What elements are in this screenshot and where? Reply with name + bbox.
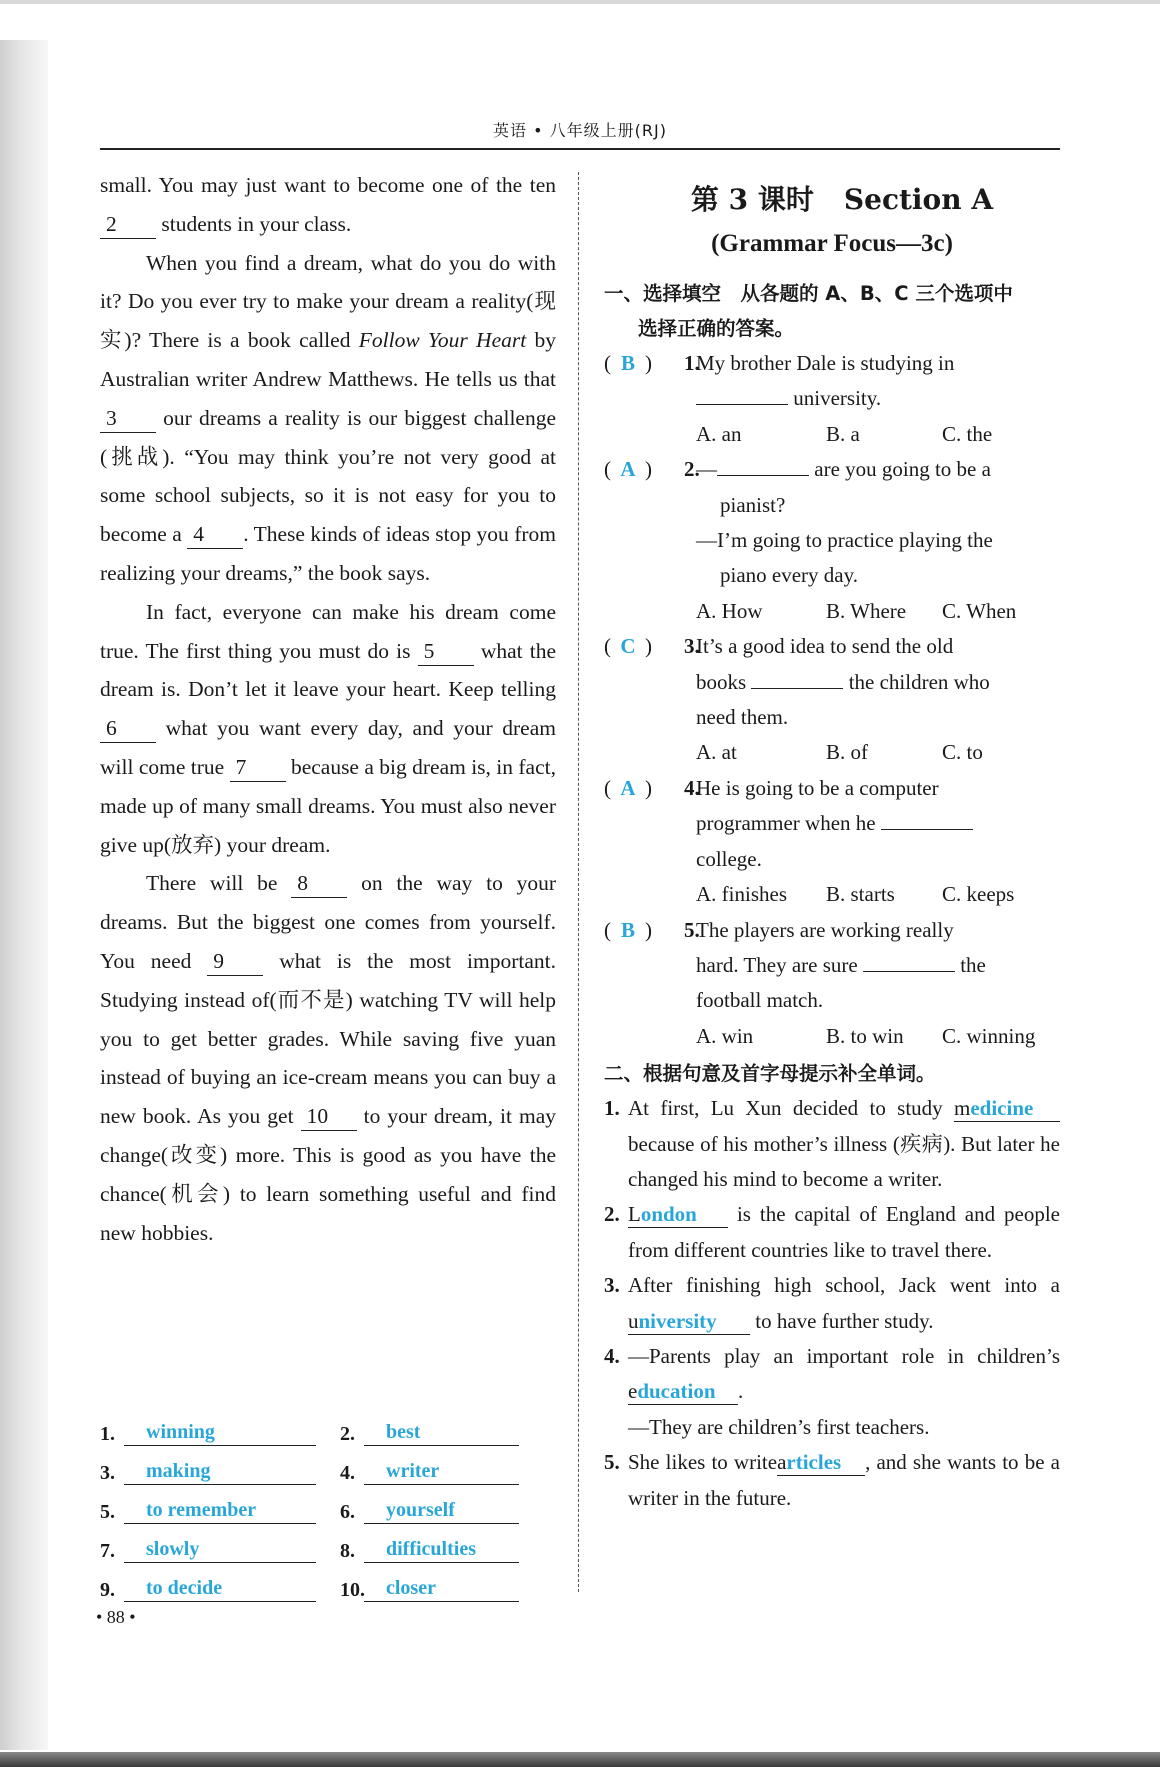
option-b: B. to win — [826, 1023, 904, 1048]
answer-text: best — [364, 1419, 519, 1446]
question-text: hard. They are sure the — [696, 948, 1060, 983]
mc-question-5 — [604, 913, 1060, 1055]
passage-text: small. You may just want to become one of the ten — [100, 173, 556, 197]
answer-item — [340, 1497, 519, 1524]
passage-paragraph-2 — [100, 244, 556, 593]
option-a: A. at — [696, 740, 737, 765]
blank-9: 9 — [207, 947, 263, 976]
question-number: 4. — [604, 1343, 620, 1368]
question-text: London is the capital of England and people from different countries like to travel there. — [628, 1202, 1061, 1262]
question-number: 5. — [684, 917, 700, 942]
passage-paragraph-4 — [100, 864, 556, 1252]
answer-key — [100, 1407, 540, 1602]
option-b: B. of — [826, 740, 868, 765]
mc-question-4 — [604, 771, 1060, 913]
passage-text: There will be — [146, 871, 278, 896]
mc-answer: B — [620, 917, 635, 942]
question-number: 5. — [604, 1450, 620, 1475]
fill-answer: university — [628, 1308, 750, 1335]
passage-text: When you find a dream, what do you do with it? Do you ever try to make your dream a reality(现实)? There is a book called — [100, 250, 556, 353]
answer-number: 2. — [340, 1423, 355, 1445]
question-text: need them. — [696, 705, 789, 730]
question-number: 4. — [684, 775, 700, 800]
mc-answer: A — [620, 457, 636, 482]
answer-item — [340, 1575, 519, 1602]
passage-text: . These kinds of ideas stop you from realizing your dreams,” the book says. — [100, 522, 556, 585]
question-text: After finishing high school, Jack went into a university to have further study. — [628, 1273, 1060, 1333]
question-text: university. — [696, 381, 1060, 416]
fill-question-2 — [604, 1197, 1060, 1268]
option-b: B. a — [826, 421, 860, 446]
answer-number: 9. — [100, 1579, 115, 1601]
fill-answer: education — [628, 1378, 738, 1405]
answer-text: writer — [364, 1458, 519, 1485]
mc-question-2 — [604, 452, 1060, 629]
fill-answer: London — [628, 1201, 728, 1228]
question-text: He is going to be a computer — [696, 775, 939, 800]
answer-row — [100, 1485, 540, 1524]
passage-paragraph-1 — [100, 166, 556, 244]
blank-5: 5 — [418, 637, 474, 666]
options — [696, 1019, 1060, 1054]
blank-8: 8 — [291, 869, 347, 898]
question-text: The players are working really — [696, 917, 954, 942]
answer-number: 8. — [340, 1540, 355, 1562]
question-number: 2. — [684, 457, 700, 482]
answer-item — [100, 1536, 340, 1563]
question-text: football match. — [696, 988, 824, 1013]
question-text: My brother Dale is studying in — [696, 351, 955, 375]
answer-number: 7. — [100, 1540, 115, 1562]
question-text: At first, Lu Xun decided to study medicine because of his mother’s illness (疾病). But later he changed his mind to become a writer. — [628, 1096, 1060, 1191]
mc-question-1 — [604, 346, 1060, 452]
answer-item — [100, 1419, 340, 1446]
answer-item — [100, 1458, 340, 1485]
question-text: —I’m going to practice playing the — [696, 528, 993, 553]
answer-number: 1. — [100, 1423, 115, 1445]
column-divider — [578, 172, 579, 1592]
answer-blank — [881, 808, 973, 830]
answer-text: yourself — [364, 1497, 519, 1524]
passage-text: what the dream is. Don’t let it leave your heart. Keep telling — [100, 638, 557, 702]
section-label: Section A — [843, 183, 994, 216]
passage-text: our dreams a reality is our biggest challenge (挑战). “You may think you’re not very good at some school subjects, so it is not easy for you to become a — [100, 405, 556, 547]
section-1-heading — [604, 276, 1060, 346]
blank-10: 10 — [301, 1102, 357, 1131]
fill-question-3 — [604, 1268, 1060, 1339]
passage-text: because a big dream is, in fact, made up of many small dreams. You must also never give up(放弃) your dream. — [100, 754, 556, 857]
answer-item — [340, 1458, 519, 1485]
answer-item — [340, 1419, 519, 1446]
page-bottom-edge — [0, 1752, 1160, 1767]
answer-blank — [751, 667, 843, 689]
answer-row — [100, 1407, 540, 1446]
blank-2: 2 — [100, 210, 156, 239]
answer-item — [100, 1497, 340, 1524]
answer-text: closer — [364, 1575, 519, 1602]
answer-bracket: ( C ) — [604, 629, 694, 664]
answer-text: to decide — [124, 1575, 316, 1602]
answer-bracket: ( A ) — [604, 452, 694, 487]
reading-passage — [100, 166, 556, 1252]
question-text: programmer when he — [696, 806, 1060, 841]
exercise-column — [604, 180, 1060, 1516]
passage-text: students in your class. — [161, 211, 352, 236]
option-c: C. winning — [942, 1023, 1036, 1048]
passage-text: what is the most important. Studying instead of(而不是) watching TV will help you to get better grades. While saving five yuan instead of buying an ice-cream means you can buy a new book. As you get — [100, 948, 556, 1129]
question-text: piano every day. — [720, 563, 858, 588]
passage-text: In fact, everyone can make his dream come true. The first thing you must do is — [100, 599, 556, 663]
question-text: pianist? — [720, 492, 786, 517]
lesson-subtitle: (Grammar Focus—3c) — [711, 230, 953, 257]
answer-number: 3. — [100, 1462, 115, 1484]
header-rule — [100, 148, 1060, 150]
fill-question-5 — [604, 1445, 1060, 1516]
option-c: C. to — [942, 740, 983, 765]
fill-answer: articles — [777, 1449, 865, 1476]
question-text: —Parents play an important role in children’s education . — [628, 1343, 1060, 1404]
passage-text: to your dream, it may change(改变) more. This is good as you have the chance(机会) to learn something useful and find new hobbies. — [100, 1104, 557, 1245]
question-number: 3. — [684, 634, 700, 659]
answer-blank — [863, 950, 955, 972]
section-2-heading: 二、根据句意及首字母提示补全单词。 — [604, 1062, 936, 1086]
answer-row — [100, 1524, 540, 1563]
mc-answer: C — [620, 634, 636, 659]
answer-bracket: ( B ) — [604, 346, 694, 381]
answer-text: winning — [124, 1419, 316, 1446]
blank-4: 4 — [187, 520, 243, 549]
options — [696, 735, 1060, 770]
option-a: A. finishes — [696, 882, 787, 907]
answer-bracket: ( B ) — [604, 913, 694, 948]
option-c: C. keeps — [942, 882, 1015, 907]
question-text: —They are children’s first teachers. — [628, 1414, 930, 1439]
question-text: — are you going to be a — [696, 452, 1060, 487]
question-text: books the children who — [696, 665, 1060, 700]
answer-row — [100, 1563, 540, 1602]
section-1-instruction: 一、选择填空 从各题的 A、B、C 三个选项中 — [604, 282, 1013, 305]
question-number: 1. — [604, 1096, 620, 1121]
option-a: A. win — [696, 1023, 754, 1048]
passage-text: what you want every day, and your dream will come true — [100, 716, 556, 779]
passage-paragraph-3 — [100, 593, 556, 865]
mc-answer: A — [620, 775, 636, 800]
question-text: She likes to writearticles , and she wants to be a writer in the future. — [628, 1450, 1060, 1510]
question-number: 2. — [604, 1202, 620, 1227]
answer-item — [340, 1536, 519, 1563]
blank-6: 6 — [100, 714, 156, 743]
question-number: 3. — [604, 1273, 620, 1298]
section-1-instruction-cont: 选择正确的答案。 — [638, 317, 795, 340]
running-head: 英语 • 八年级上册(RJ) — [493, 121, 667, 140]
answer-item — [100, 1575, 340, 1602]
answer-blank — [696, 383, 788, 405]
answer-number: 5. — [100, 1501, 115, 1523]
blank-7: 7 — [230, 753, 286, 782]
fill-question-1 — [604, 1091, 1060, 1197]
lesson-number: 第 3 课时 — [690, 183, 814, 216]
options — [696, 877, 1060, 912]
answer-text: making — [124, 1458, 316, 1485]
answer-blank — [717, 454, 809, 476]
passage-text: by Australian writer Andrew Matthews. He tells us that — [100, 328, 557, 391]
answer-number: 10. — [340, 1579, 365, 1601]
mc-question-3 — [604, 629, 1060, 771]
options — [696, 417, 1060, 452]
fill-question-4 — [604, 1339, 1060, 1445]
passage-text: on the way to your dreams. But the biggest one comes from yourself. You need — [100, 871, 557, 973]
option-a: A. How — [696, 598, 763, 623]
option-b: B. starts — [826, 882, 895, 907]
option-b: B. Where — [826, 598, 907, 623]
mc-answer: B — [620, 351, 635, 375]
answer-bracket: ( A ) — [604, 771, 694, 806]
answer-text: slowly — [124, 1536, 316, 1563]
answer-row — [100, 1446, 540, 1485]
question-number: 1. — [684, 351, 700, 375]
answer-number: 6. — [340, 1501, 355, 1523]
option-c: C. the — [942, 421, 993, 446]
answer-text: to remember — [124, 1497, 316, 1524]
lesson-title — [604, 180, 1060, 220]
book-title: Follow Your Heart — [358, 328, 527, 353]
blank-3: 3 — [100, 404, 156, 433]
question-text: college. — [696, 846, 762, 871]
fill-answer: medicine — [954, 1095, 1060, 1122]
answer-number: 4. — [340, 1462, 355, 1484]
option-c: C. When — [942, 598, 1017, 623]
question-text: It’s a good idea to send the old — [696, 634, 954, 659]
option-a: A. an — [696, 421, 742, 446]
answer-text: difficulties — [364, 1536, 519, 1563]
page-number: • 88 • — [96, 1607, 136, 1627]
options — [696, 594, 1060, 629]
